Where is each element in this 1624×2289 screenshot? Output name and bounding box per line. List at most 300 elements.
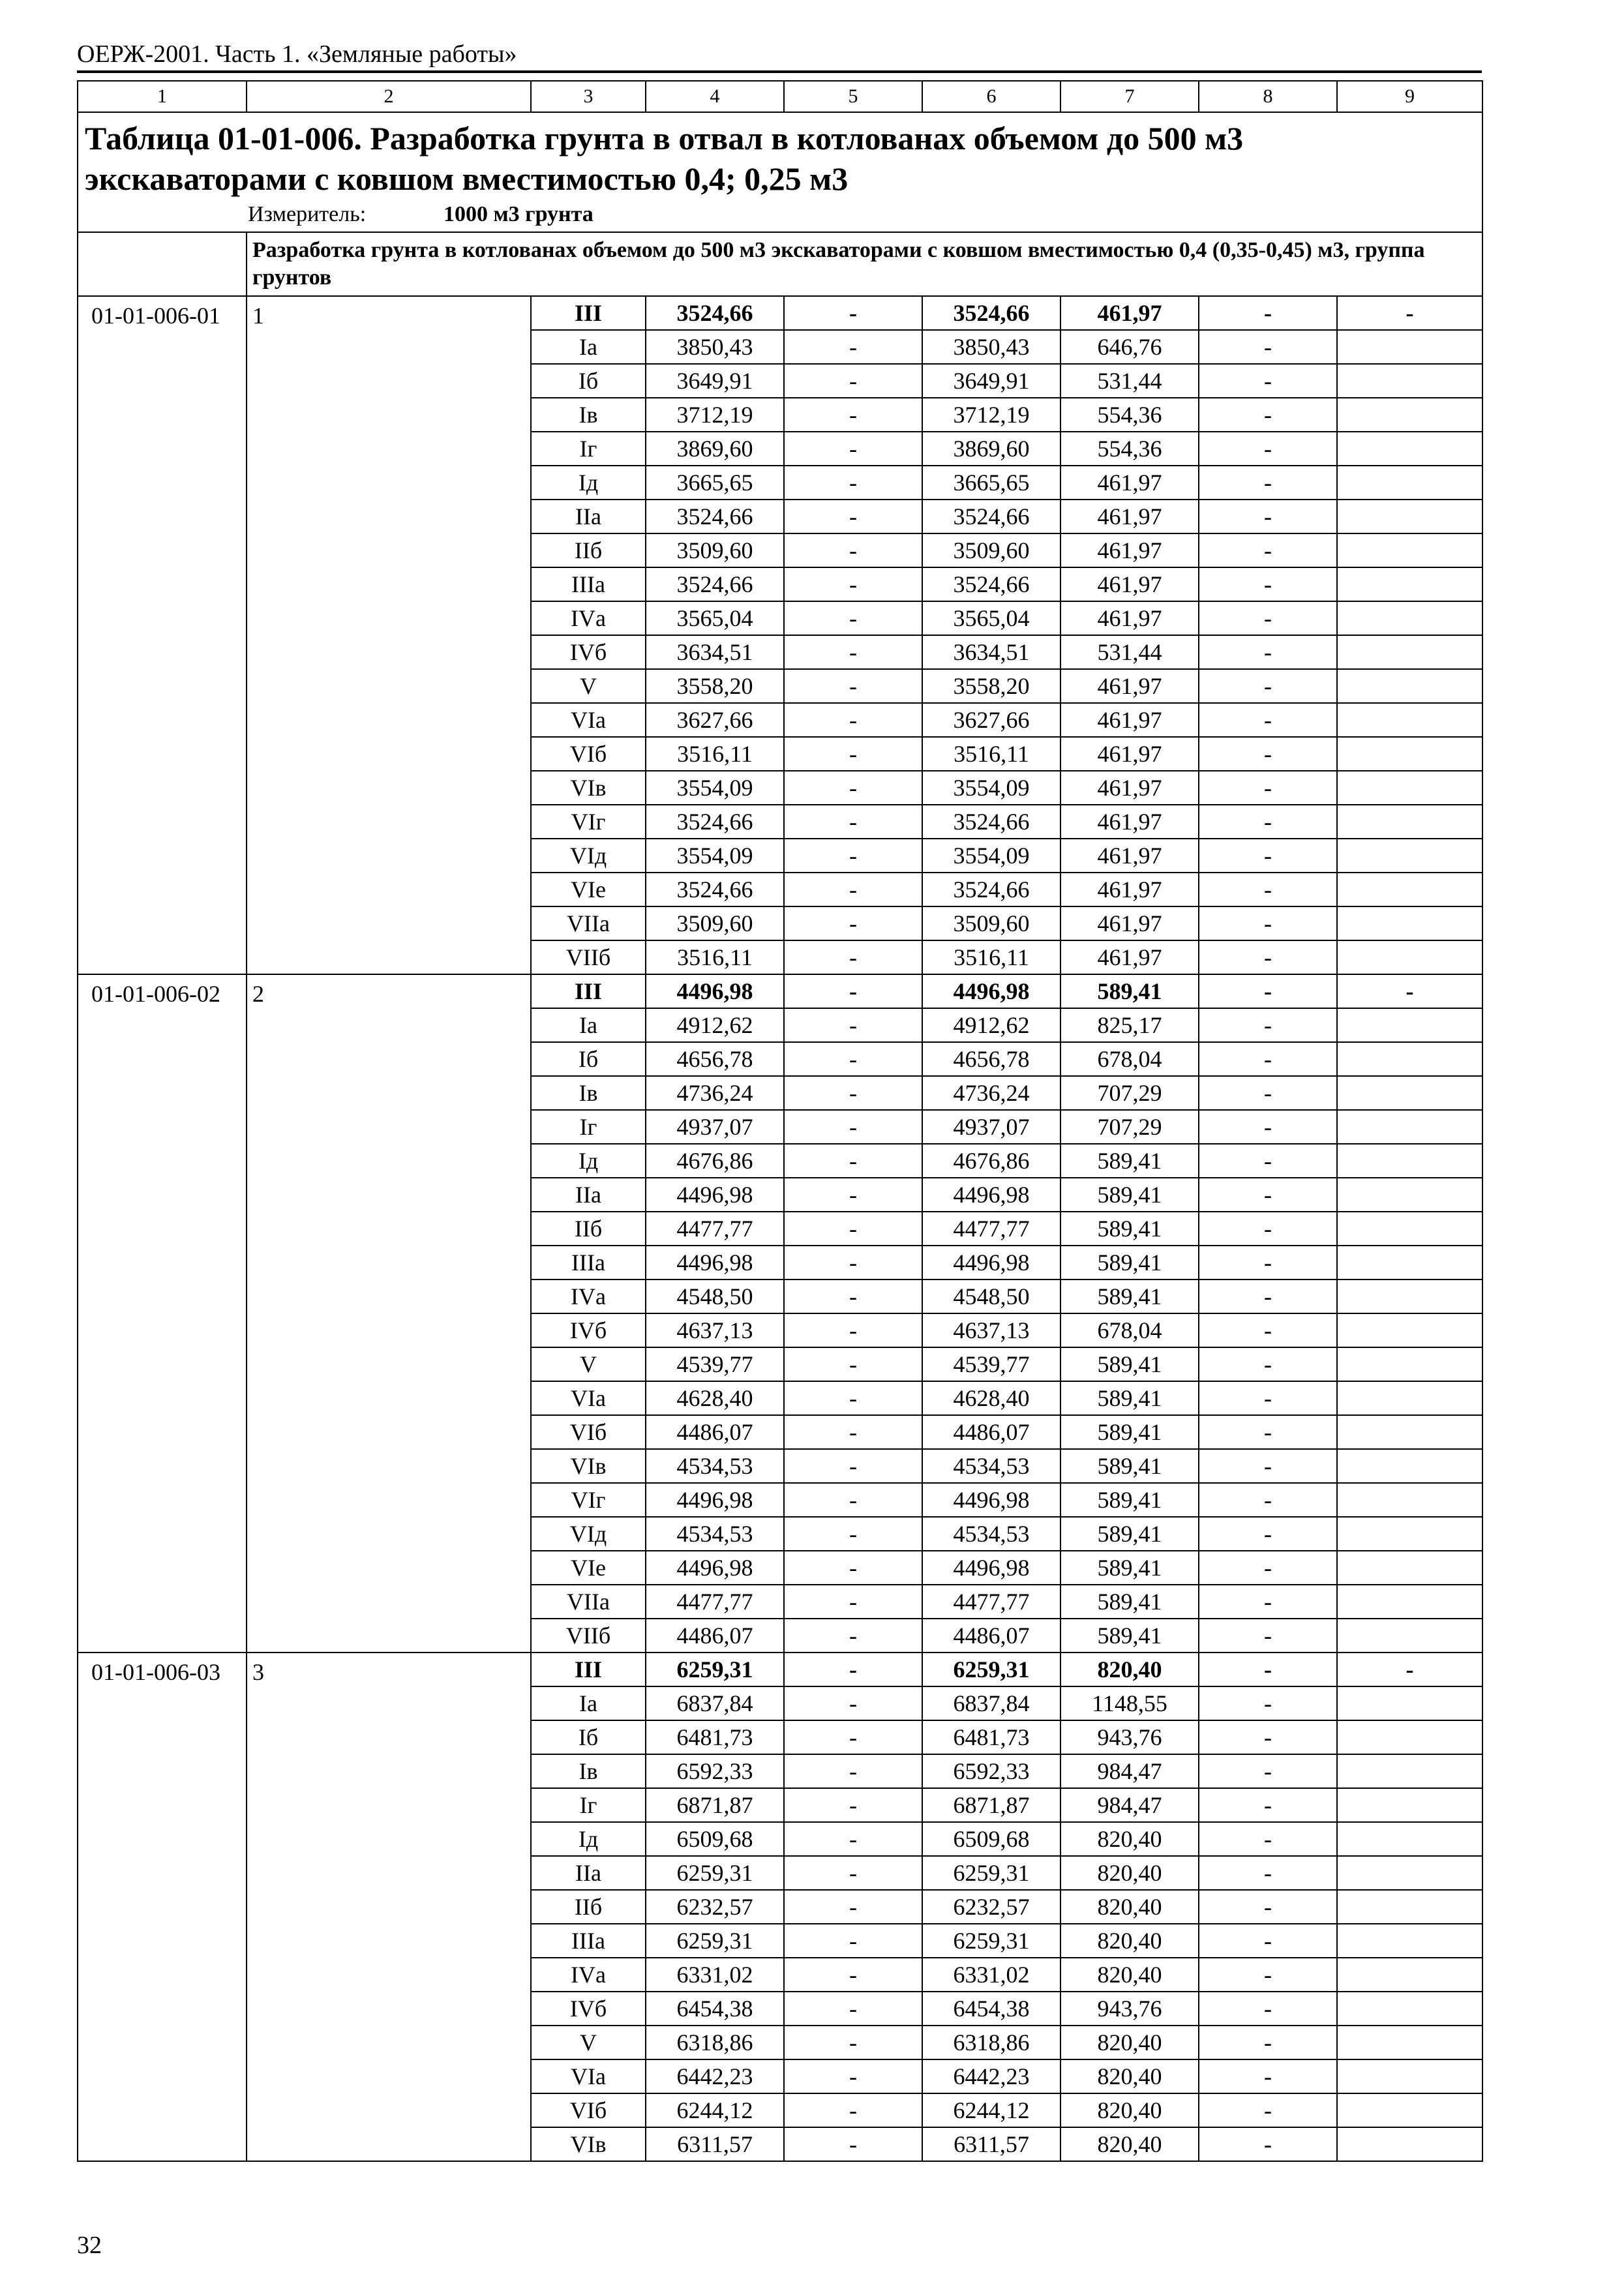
materials-cell: -	[1199, 432, 1337, 466]
zone-cell: IIб	[531, 1890, 646, 1924]
total-cost-cell: 6232,57	[646, 1890, 784, 1924]
estimate-sheet	[77, 80, 1482, 2162]
labor-cell	[1337, 533, 1482, 567]
materials-cell: -	[1199, 906, 1337, 940]
machinist-wages-cell: 820,40	[1060, 2059, 1199, 2093]
materials-cell: -	[1199, 2026, 1337, 2059]
zone-cell: VIв	[531, 771, 646, 805]
machinist-wages-cell: 943,76	[1060, 1720, 1199, 1754]
zone-cell: V	[531, 1347, 646, 1381]
machine-cost-cell: 3554,09	[922, 771, 1060, 805]
machinist-wages-cell: 461,97	[1060, 601, 1199, 635]
total-cost-cell: 4477,77	[646, 1212, 784, 1246]
labor-cell	[1337, 669, 1482, 703]
zone-cell: Iб	[531, 364, 646, 398]
machine-cost-cell: 6331,02	[922, 1958, 1060, 1992]
machinist-wages-cell: 589,41	[1060, 1347, 1199, 1381]
machine-cost-cell: 6259,31	[922, 1856, 1060, 1890]
zone-cell: Iа	[531, 330, 646, 364]
machinist-wages-cell: 531,44	[1060, 635, 1199, 669]
materials-cell: -	[1199, 1110, 1337, 1144]
total-cost-cell: 3516,11	[646, 737, 784, 771]
labor-cell	[1337, 873, 1482, 906]
wages-cell: -	[784, 1313, 922, 1347]
materials-cell: -	[1199, 805, 1337, 839]
machine-cost-cell: 3869,60	[922, 432, 1060, 466]
labor-cell	[1337, 940, 1482, 974]
labor-cell	[1337, 567, 1482, 601]
materials-cell: -	[1199, 940, 1337, 974]
materials-cell: -	[1199, 1246, 1337, 1279]
total-cost-cell: 3565,04	[646, 601, 784, 635]
wages-cell: -	[784, 1449, 922, 1483]
machine-cost-cell: 4676,86	[922, 1144, 1060, 1178]
machine-cost-cell: 6318,86	[922, 2026, 1060, 2059]
labor-cell	[1337, 1551, 1482, 1585]
labor-cell	[1337, 1483, 1482, 1517]
labor-cell	[1337, 1110, 1482, 1144]
measure-line	[85, 200, 1475, 229]
section-row	[78, 232, 1482, 296]
zone-cell: Iа	[531, 1008, 646, 1042]
machinist-wages-cell: 984,47	[1060, 1754, 1199, 1788]
materials-cell: -	[1199, 296, 1337, 330]
wages-cell: -	[784, 635, 922, 669]
total-cost-cell: 4496,98	[646, 1483, 784, 1517]
machinist-wages-cell: 1148,55	[1060, 1686, 1199, 1720]
soil-group: 3	[247, 1653, 531, 2161]
zone-cell: Iг	[531, 432, 646, 466]
wages-cell: -	[784, 974, 922, 1008]
zone-cell: IIб	[531, 1212, 646, 1246]
zone-cell: IVб	[531, 635, 646, 669]
machinist-wages-cell: 461,97	[1060, 567, 1199, 601]
total-cost-cell: 4912,62	[646, 1008, 784, 1042]
machinist-wages-cell: 554,36	[1060, 398, 1199, 432]
rate-code: 01-01-006-02	[78, 974, 247, 1653]
wages-cell: -	[784, 1822, 922, 1856]
materials-cell: -	[1199, 1619, 1337, 1653]
machinist-wages-cell: 461,97	[1060, 669, 1199, 703]
zone-cell: VIв	[531, 1449, 646, 1483]
wages-cell: -	[784, 1246, 922, 1279]
wages-cell: -	[784, 669, 922, 703]
materials-cell: -	[1199, 1483, 1337, 1517]
wages-cell: -	[784, 466, 922, 500]
machinist-wages-cell: 589,41	[1060, 1279, 1199, 1313]
labor-cell	[1337, 1890, 1482, 1924]
materials-cell: -	[1199, 1042, 1337, 1076]
wages-cell: -	[784, 1585, 922, 1619]
machinist-wages-cell: 589,41	[1060, 1585, 1199, 1619]
table-row	[78, 1653, 1482, 1686]
labor-cell: -	[1337, 296, 1482, 330]
materials-cell: -	[1199, 1856, 1337, 1890]
machine-cost-cell: 4496,98	[922, 1246, 1060, 1279]
total-cost-cell: 6244,12	[646, 2093, 784, 2127]
zone-cell: IVа	[531, 601, 646, 635]
total-cost-cell: 4736,24	[646, 1076, 784, 1110]
total-cost-cell: 3712,19	[646, 398, 784, 432]
total-cost-cell: 4637,13	[646, 1313, 784, 1347]
machine-cost-cell: 3516,11	[922, 737, 1060, 771]
machine-cost-cell: 6311,57	[922, 2127, 1060, 2161]
total-cost-cell: 3524,66	[646, 567, 784, 601]
machinist-wages-cell: 461,97	[1060, 533, 1199, 567]
zone-cell: VIIб	[531, 1619, 646, 1653]
wages-cell: -	[784, 1381, 922, 1415]
materials-cell: -	[1199, 1686, 1337, 1720]
machinist-wages-cell: 589,41	[1060, 1144, 1199, 1178]
total-cost-cell: 4496,98	[646, 1246, 784, 1279]
materials-cell: -	[1199, 771, 1337, 805]
total-cost-cell: 3516,11	[646, 940, 784, 974]
total-cost-cell: 3524,66	[646, 805, 784, 839]
labor-cell	[1337, 839, 1482, 873]
wages-cell: -	[784, 1686, 922, 1720]
machinist-wages-cell: 461,97	[1060, 466, 1199, 500]
machinist-wages-cell: 825,17	[1060, 1008, 1199, 1042]
materials-cell: -	[1199, 1653, 1337, 1686]
machine-cost-cell: 3850,43	[922, 330, 1060, 364]
machine-cost-cell: 4534,53	[922, 1449, 1060, 1483]
zone-cell: IIб	[531, 533, 646, 567]
machine-cost-cell: 3565,04	[922, 601, 1060, 635]
wages-cell: -	[784, 1992, 922, 2026]
machine-cost-cell: 3516,11	[922, 940, 1060, 974]
wages-cell: -	[784, 1958, 922, 1992]
labor-cell	[1337, 1754, 1482, 1788]
wages-cell: -	[784, 805, 922, 839]
machine-cost-cell: 3524,66	[922, 805, 1060, 839]
machinist-wages-cell: 589,41	[1060, 1178, 1199, 1212]
wages-cell: -	[784, 1924, 922, 1958]
wages-cell: -	[784, 839, 922, 873]
labor-cell	[1337, 1992, 1482, 2026]
machine-cost-cell: 4937,07	[922, 1110, 1060, 1144]
total-cost-cell: 3509,60	[646, 533, 784, 567]
labor-cell	[1337, 1381, 1482, 1415]
column-number: 3	[531, 81, 646, 112]
wages-cell: -	[784, 1856, 922, 1890]
total-cost-cell: 6259,31	[646, 1856, 784, 1890]
wages-cell: -	[784, 1788, 922, 1822]
total-cost-cell: 4628,40	[646, 1381, 784, 1415]
machinist-wages-cell: 820,40	[1060, 2127, 1199, 2161]
table-row	[78, 296, 1482, 330]
wages-cell: -	[784, 906, 922, 940]
machine-cost-cell: 4496,98	[922, 974, 1060, 1008]
zone-cell: III	[531, 1653, 646, 1686]
materials-cell: -	[1199, 669, 1337, 703]
zone-cell: Iг	[531, 1788, 646, 1822]
materials-cell: -	[1199, 974, 1337, 1008]
total-cost-cell: 6837,84	[646, 1686, 784, 1720]
table-title-line-2: экскаваторами с ковшом вместимостью 0,4; 0,25 м3	[85, 160, 849, 197]
machine-cost-cell: 6259,31	[922, 1924, 1060, 1958]
labor-cell	[1337, 1008, 1482, 1042]
document-header: ОЕРЖ-2001. Часть 1. «Земляные работы»	[77, 40, 517, 68]
machinist-wages-cell: 984,47	[1060, 1788, 1199, 1822]
zone-cell: Iд	[531, 1144, 646, 1178]
materials-cell: -	[1199, 1144, 1337, 1178]
materials-cell: -	[1199, 1415, 1337, 1449]
machine-cost-cell: 4496,98	[922, 1551, 1060, 1585]
zone-cell: V	[531, 2026, 646, 2059]
materials-cell: -	[1199, 567, 1337, 601]
column-number: 6	[922, 81, 1060, 112]
labor-cell	[1337, 500, 1482, 533]
wages-cell: -	[784, 1619, 922, 1653]
machinist-wages-cell: 589,41	[1060, 1212, 1199, 1246]
materials-cell: -	[1199, 1008, 1337, 1042]
machinist-wages-cell: 943,76	[1060, 1992, 1199, 2026]
labor-cell	[1337, 703, 1482, 737]
wages-cell: -	[784, 567, 922, 601]
total-cost-cell: 4534,53	[646, 1517, 784, 1551]
zone-cell: VIIб	[531, 940, 646, 974]
column-number: 9	[1337, 81, 1482, 112]
labor-cell	[1337, 2093, 1482, 2127]
total-cost-cell: 4539,77	[646, 1347, 784, 1381]
materials-cell: -	[1199, 1924, 1337, 1958]
rate-code: 01-01-006-03	[78, 1653, 247, 2161]
machine-cost-cell: 6871,87	[922, 1788, 1060, 1822]
labor-cell	[1337, 398, 1482, 432]
labor-cell	[1337, 1279, 1482, 1313]
materials-cell: -	[1199, 1958, 1337, 1992]
machine-cost-cell: 6454,38	[922, 1992, 1060, 2026]
machine-cost-cell: 3509,60	[922, 906, 1060, 940]
zone-cell: IIIа	[531, 1246, 646, 1279]
labor-cell	[1337, 1720, 1482, 1754]
wages-cell: -	[784, 1042, 922, 1076]
materials-cell: -	[1199, 1347, 1337, 1381]
materials-cell: -	[1199, 1585, 1337, 1619]
header-rule	[77, 70, 1482, 73]
labor-cell	[1337, 805, 1482, 839]
total-cost-cell: 3850,43	[646, 330, 784, 364]
column-number: 2	[247, 81, 531, 112]
materials-cell: -	[1199, 1279, 1337, 1313]
labor-cell	[1337, 466, 1482, 500]
machine-cost-cell: 6837,84	[922, 1686, 1060, 1720]
materials-cell: -	[1199, 1720, 1337, 1754]
labor-cell	[1337, 1144, 1482, 1178]
materials-cell: -	[1199, 398, 1337, 432]
machine-cost-cell: 4534,53	[922, 1517, 1060, 1551]
zone-cell: VIIа	[531, 1585, 646, 1619]
machine-cost-cell: 4637,13	[922, 1313, 1060, 1347]
total-cost-cell: 4477,77	[646, 1585, 784, 1619]
total-cost-cell: 6481,73	[646, 1720, 784, 1754]
zone-cell: IIа	[531, 500, 646, 533]
machinist-wages-cell: 589,41	[1060, 1517, 1199, 1551]
total-cost-cell: 6592,33	[646, 1754, 784, 1788]
table-row	[78, 974, 1482, 1008]
wages-cell: -	[784, 432, 922, 466]
wages-cell: -	[784, 533, 922, 567]
machinist-wages-cell: 820,40	[1060, 1822, 1199, 1856]
total-cost-cell: 4937,07	[646, 1110, 784, 1144]
zone-cell: IVа	[531, 1958, 646, 1992]
materials-cell: -	[1199, 533, 1337, 567]
zone-cell: VIг	[531, 1483, 646, 1517]
zone-cell: Iб	[531, 1720, 646, 1754]
labor-cell	[1337, 635, 1482, 669]
machinist-wages-cell: 820,40	[1060, 1924, 1199, 1958]
labor-cell	[1337, 1619, 1482, 1653]
materials-cell: -	[1199, 1212, 1337, 1246]
machinist-wages-cell: 589,41	[1060, 1619, 1199, 1653]
materials-cell: -	[1199, 1313, 1337, 1347]
zone-cell: VIд	[531, 1517, 646, 1551]
materials-cell: -	[1199, 635, 1337, 669]
column-number: 8	[1199, 81, 1337, 112]
zone-cell: IIа	[531, 1856, 646, 1890]
machine-cost-cell: 6481,73	[922, 1720, 1060, 1754]
machine-cost-cell: 3634,51	[922, 635, 1060, 669]
total-cost-cell: 4496,98	[646, 1178, 784, 1212]
machinist-wages-cell: 461,97	[1060, 500, 1199, 533]
machinist-wages-cell: 461,97	[1060, 805, 1199, 839]
title-row	[78, 112, 1482, 232]
machine-cost-cell: 4548,50	[922, 1279, 1060, 1313]
wages-cell: -	[784, 1144, 922, 1178]
wages-cell: -	[784, 1551, 922, 1585]
wages-cell: -	[784, 1076, 922, 1110]
estimate-table	[77, 80, 1483, 2162]
column-number: 5	[784, 81, 922, 112]
total-cost-cell: 4496,98	[646, 1551, 784, 1585]
labor-cell	[1337, 2026, 1482, 2059]
total-cost-cell: 4656,78	[646, 1042, 784, 1076]
materials-cell: -	[1199, 703, 1337, 737]
machine-cost-cell: 6442,23	[922, 2059, 1060, 2093]
materials-cell: -	[1199, 1992, 1337, 2026]
materials-cell: -	[1199, 873, 1337, 906]
total-cost-cell: 3634,51	[646, 635, 784, 669]
materials-cell: -	[1199, 2127, 1337, 2161]
machine-cost-cell: 3558,20	[922, 669, 1060, 703]
machine-cost-cell: 6244,12	[922, 2093, 1060, 2127]
machinist-wages-cell: 820,40	[1060, 1653, 1199, 1686]
materials-cell: -	[1199, 500, 1337, 533]
labor-cell	[1337, 2059, 1482, 2093]
wages-cell: -	[784, 330, 922, 364]
machinist-wages-cell: 461,97	[1060, 771, 1199, 805]
machine-cost-cell: 4486,07	[922, 1415, 1060, 1449]
labor-cell: -	[1337, 974, 1482, 1008]
labor-cell	[1337, 771, 1482, 805]
materials-cell: -	[1199, 839, 1337, 873]
total-cost-cell: 3869,60	[646, 432, 784, 466]
total-cost-cell: 3558,20	[646, 669, 784, 703]
wages-cell: -	[784, 1178, 922, 1212]
labor-cell	[1337, 1856, 1482, 1890]
machinist-wages-cell: 707,29	[1060, 1110, 1199, 1144]
total-cost-cell: 4486,07	[646, 1415, 784, 1449]
machine-cost-cell: 4656,78	[922, 1042, 1060, 1076]
labor-cell	[1337, 1788, 1482, 1822]
wages-cell: -	[784, 2059, 922, 2093]
materials-cell: -	[1199, 1551, 1337, 1585]
labor-cell	[1337, 1822, 1482, 1856]
total-cost-cell: 3554,09	[646, 771, 784, 805]
machine-cost-cell: 3524,66	[922, 567, 1060, 601]
machinist-wages-cell: 589,41	[1060, 974, 1199, 1008]
wages-cell: -	[784, 601, 922, 635]
machine-cost-cell: 4539,77	[922, 1347, 1060, 1381]
zone-cell: IIIа	[531, 567, 646, 601]
machine-cost-cell: 4496,98	[922, 1178, 1060, 1212]
total-cost-cell: 3554,09	[646, 839, 784, 873]
materials-cell: -	[1199, 466, 1337, 500]
zone-cell: Iа	[531, 1686, 646, 1720]
wages-cell: -	[784, 2093, 922, 2127]
labor-cell	[1337, 1212, 1482, 1246]
zone-cell: VIб	[531, 1415, 646, 1449]
machinist-wages-cell: 678,04	[1060, 1042, 1199, 1076]
column-number: 1	[78, 81, 247, 112]
machinist-wages-cell: 461,97	[1060, 703, 1199, 737]
zone-cell: V	[531, 669, 646, 703]
wages-cell: -	[784, 940, 922, 974]
labor-cell	[1337, 1449, 1482, 1483]
materials-cell: -	[1199, 1076, 1337, 1110]
column-number: 4	[646, 81, 784, 112]
machine-cost-cell: 4477,77	[922, 1212, 1060, 1246]
machinist-wages-cell: 461,97	[1060, 296, 1199, 330]
materials-cell: -	[1199, 1178, 1337, 1212]
machine-cost-cell: 4912,62	[922, 1008, 1060, 1042]
labor-cell	[1337, 1415, 1482, 1449]
wages-cell: -	[784, 1890, 922, 1924]
zone-cell: IIа	[531, 1178, 646, 1212]
section-title: Разработка грунта в котлованах объемом до 500 м3 экскаваторами с ковшом вместимостью 0,4 (0,35-0,45) м3, группа грунтов	[247, 232, 1482, 296]
wages-cell: -	[784, 703, 922, 737]
labor-cell	[1337, 1585, 1482, 1619]
total-cost-cell: 6454,38	[646, 1992, 784, 2026]
total-cost-cell: 3665,65	[646, 466, 784, 500]
materials-cell: -	[1199, 1449, 1337, 1483]
total-cost-cell: 6311,57	[646, 2127, 784, 2161]
zone-cell: VIб	[531, 737, 646, 771]
machine-cost-cell: 3524,66	[922, 873, 1060, 906]
zone-cell: Iв	[531, 1076, 646, 1110]
zone-cell: VIе	[531, 873, 646, 906]
labor-cell	[1337, 737, 1482, 771]
zone-cell: IVб	[531, 1313, 646, 1347]
materials-cell: -	[1199, 1381, 1337, 1415]
section-blank-cell	[78, 232, 247, 296]
wages-cell: -	[784, 873, 922, 906]
wages-cell: -	[784, 1110, 922, 1144]
total-cost-cell: 4486,07	[646, 1619, 784, 1653]
machine-cost-cell: 3524,66	[922, 500, 1060, 533]
wages-cell: -	[784, 296, 922, 330]
machinist-wages-cell: 820,40	[1060, 1890, 1199, 1924]
labor-cell	[1337, 601, 1482, 635]
machine-cost-cell: 4736,24	[922, 1076, 1060, 1110]
materials-cell: -	[1199, 1822, 1337, 1856]
machinist-wages-cell: 461,97	[1060, 839, 1199, 873]
machinist-wages-cell: 646,76	[1060, 330, 1199, 364]
zone-cell: VIа	[531, 703, 646, 737]
machinist-wages-cell: 461,97	[1060, 940, 1199, 974]
zone-cell: Iг	[531, 1110, 646, 1144]
total-cost-cell: 6442,23	[646, 2059, 784, 2093]
